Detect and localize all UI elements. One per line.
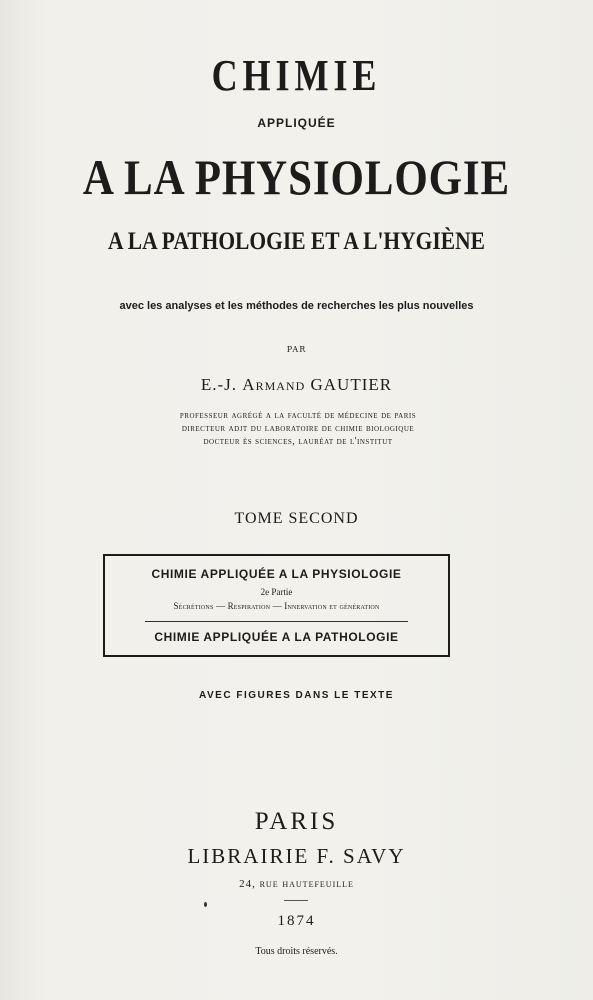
contents-divider (145, 621, 408, 622)
author-line (0, 375, 593, 395)
imprint-city: PARIS (254, 808, 339, 835)
contents-part-number: 2e Partie (260, 587, 293, 597)
par-label: PAR (286, 345, 307, 354)
author-name: Armand (242, 375, 306, 394)
subtitle: avec les analyses et les méthodes de recherches les plus nouvelles (119, 300, 474, 312)
credential-line: professeur agrégé a la faculté de médecine de paris (179, 410, 417, 421)
ink-speck (204, 902, 207, 907)
title-appliquee: APPLIQUÉE (257, 116, 336, 130)
imprint-publisher: LIBRAIRIE F. SAVY (187, 844, 406, 868)
imprint-year: 1874 (277, 913, 316, 929)
imprint-address: 24, rue hautefeuille (239, 878, 354, 890)
contents-part-pathologie: CHIMIE APPLIQUÉE A LA PATHOLOGIE (154, 630, 399, 644)
author-surname: GAUTIER (310, 375, 393, 394)
imprint-rights: Tous droits réservés. (255, 946, 338, 957)
credential-line: docteur ès sciences, lauréat de l'institut (203, 436, 393, 447)
volume-label: TOME SECOND (234, 510, 359, 527)
figures-note: AVEC FIGURES DANS LE TEXTE (199, 690, 394, 701)
title-chimie: CHIMIE (211, 51, 382, 100)
title-pathologie-hygiene: A LA PATHOLOGIE ET A L'HYGIÈNE (108, 228, 485, 255)
author-credentials (118, 409, 478, 448)
credential-line: directeur adjt du laboratoire de chimie biologique (181, 423, 415, 434)
contents-box (103, 554, 450, 657)
title-physiologie: A LA PHYSIOLOGIE (82, 149, 511, 205)
contents-topics: Sécrétions — Respiration — Innervation et génération (173, 601, 380, 611)
imprint-divider (284, 900, 308, 901)
author-initials: E.-J. (200, 375, 238, 394)
contents-part-physiologie: CHIMIE APPLIQUÉE A LA PHYSIOLOGIE (151, 567, 402, 581)
